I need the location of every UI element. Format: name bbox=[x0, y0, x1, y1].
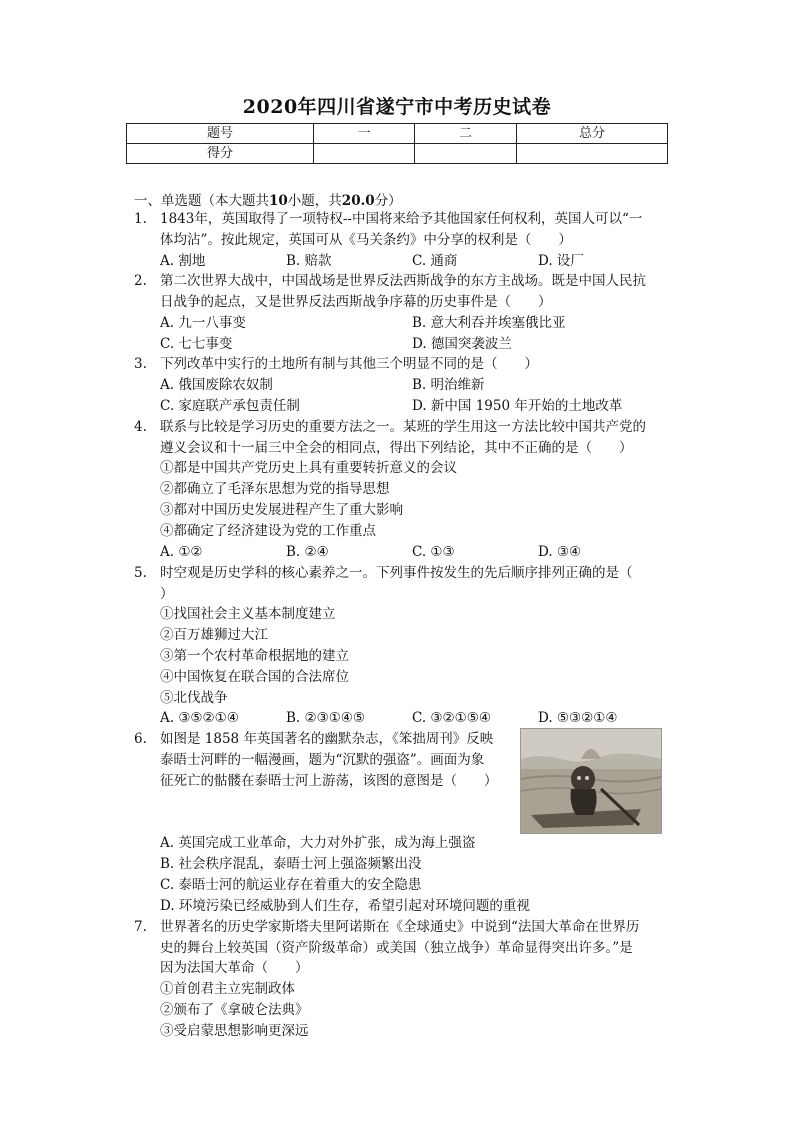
option-d[interactable]: D. 设厂 bbox=[538, 253, 584, 269]
question-text-line: 时空观是历史学科的核心素养之一。下列事件按发生的先后顺序排列正确的是（ bbox=[160, 565, 633, 581]
score-header-cell: 二 bbox=[415, 124, 517, 144]
question-text-line: 遵义会议和十一届三中全会的相同点，得出下列结论，其中不正确的是（ ） bbox=[160, 440, 633, 456]
option-c[interactable]: C. ①③ bbox=[412, 544, 455, 560]
question-text-line: 泰晤士河畔的一幅漫画，题为“沉默的强盗”。画面为象 bbox=[160, 752, 485, 768]
statement-item: ①找国社会主义基本制度建立 bbox=[160, 606, 336, 622]
option-a[interactable]: A. 英国完成工业革命，大力对外扩张，成为海上强盗 bbox=[160, 835, 476, 851]
option-d[interactable]: D. 德国突袭波兰 bbox=[412, 336, 512, 352]
question-number: 7. bbox=[134, 919, 147, 935]
statement-item: ③第一个农村革命根据地的建立 bbox=[160, 648, 349, 664]
option-d[interactable]: D. 环境污染已经威胁到人们生存，希望引起对环境问题的重视 bbox=[160, 898, 530, 914]
statement-item: ③都对中国历史发展进程产生了重大影响 bbox=[160, 502, 403, 518]
option-a[interactable]: A. 割地 bbox=[160, 253, 206, 269]
option-d[interactable]: D. ③④ bbox=[538, 544, 582, 560]
score-table-score-row bbox=[127, 144, 668, 164]
option-c[interactable]: C. 通商 bbox=[412, 253, 458, 269]
cartoon-illustration bbox=[520, 728, 662, 834]
score-header-cell: 一 bbox=[314, 124, 415, 144]
statement-item: ⑤北伐战争 bbox=[160, 690, 228, 706]
question-text-line: 1843年，英国取得了一项特权--中国将来给予其他国家任何权利，英国人可以“一 bbox=[160, 211, 643, 227]
question-text-line: 体均沾”。按此规定，英国可从《马关条约》中分享的权利是（ ） bbox=[160, 232, 572, 248]
statement-item: ③受启蒙思想影响更深远 bbox=[160, 1023, 309, 1039]
question-text-line: 因为法国大革命（ ） bbox=[160, 960, 309, 976]
question-text-line: 史的舞台上较英国（资产阶级革命）或美国（独立战争）革命显得突出许多。”是 bbox=[160, 940, 633, 956]
cartoon-eye bbox=[577, 776, 581, 780]
question-text-line: 日战争的起点，又是世界反法西斯战争序幕的历史事件是（ ） bbox=[160, 294, 552, 310]
option-b[interactable]: B. ②④ bbox=[286, 544, 329, 560]
score-cell[interactable] bbox=[314, 144, 415, 164]
section-points: 20.0 bbox=[341, 193, 375, 209]
option-b[interactable]: B. ②③①④⑤ bbox=[286, 710, 366, 726]
question-text-line: 世界著名的历史学家斯塔夫里阿诺斯在《全球通史》中说到“法国大革命在世界历 bbox=[160, 919, 640, 935]
option-a[interactable]: A. 俄国废除农奴制 bbox=[160, 377, 273, 393]
score-cell[interactable] bbox=[517, 144, 668, 164]
cartoon-illustration-svg bbox=[521, 729, 661, 833]
option-b[interactable]: B. 意大利吞并埃塞俄比亚 bbox=[412, 315, 566, 331]
question-text-line: 如图是 1858 年英国著名的幽默杂志，《笨拙周刊》反映 bbox=[160, 731, 494, 747]
statement-item: ②都确立了毛泽东思想为党的指导思想 bbox=[160, 481, 390, 497]
question-number: 5. bbox=[134, 565, 147, 581]
option-c[interactable]: C. 七七事变 bbox=[160, 336, 233, 352]
section-end: 分） bbox=[374, 193, 402, 209]
option-b[interactable]: B. 明治维新 bbox=[412, 377, 485, 393]
score-header-cell: 总分 bbox=[517, 124, 668, 144]
statement-item: ④都确定了经济建设为党的工作重点 bbox=[160, 523, 376, 539]
option-c[interactable]: C. ③②①⑤④ bbox=[412, 710, 491, 726]
statement-item: ①首创君主立宪制政体 bbox=[160, 981, 295, 997]
question-number: 6. bbox=[134, 731, 147, 747]
section-label: 一、单选题（本大题共 bbox=[134, 193, 269, 209]
section-heading bbox=[134, 189, 402, 209]
question-text-line: 征死亡的骷髅在泰晤士河上游荡，该图的意图是（ ） bbox=[160, 773, 498, 789]
statement-item: ②颁布了《拿破仑法典》 bbox=[160, 1002, 309, 1018]
cartoon-skeleton-cloak bbox=[571, 789, 597, 815]
option-b[interactable]: B. 赔款 bbox=[286, 253, 332, 269]
question-text-line: 下列改革中实行的土地所有制与其他三个明显不同的是（ ） bbox=[160, 356, 538, 372]
option-a[interactable]: A. ①② bbox=[160, 544, 203, 560]
option-b[interactable]: B. 社会秩序混乱，泰晤士河上强盗频繁出没 bbox=[160, 856, 422, 872]
option-a[interactable]: A. ③⑤②①④ bbox=[160, 710, 239, 726]
question-number: 2. bbox=[134, 273, 147, 289]
option-d[interactable]: D. ⑤③②①④ bbox=[538, 710, 618, 726]
question-number: 1. bbox=[134, 211, 147, 227]
exam-title: 2020年四川省遂宁市中考历史试卷 bbox=[242, 96, 552, 118]
section-mid: 小题，共 bbox=[287, 193, 342, 209]
option-a[interactable]: A. 九一八事变 bbox=[160, 315, 246, 331]
option-d[interactable]: D. 新中国 1950 年开始的土地改革 bbox=[412, 398, 623, 414]
statement-item: ②百万雄狮过大江 bbox=[160, 627, 268, 643]
question-text-line: 联系与比较是学习历史的重要方法之一。某班的学生用这一方法比较中国共产党的 bbox=[160, 419, 646, 435]
question-text-line: 第二次世界大战中，中国战场是世界反法西斯战争的东方主战场。既是中国人民抗 bbox=[160, 273, 646, 289]
cartoon-eye bbox=[585, 776, 589, 780]
question-text-line: ） bbox=[160, 586, 174, 602]
cartoon-skeleton-head bbox=[571, 766, 595, 792]
score-header-cell: 题号 bbox=[127, 124, 314, 144]
option-c[interactable]: C. 家庭联产承包责任制 bbox=[160, 398, 300, 414]
statement-item: ①都是中国共产党历史上具有重要转折意义的会议 bbox=[160, 460, 457, 476]
option-c[interactable]: C. 泰晤士河的航运业存在着重大的安全隐患 bbox=[160, 877, 422, 893]
score-row-label: 得分 bbox=[127, 144, 314, 164]
section-count: 10 bbox=[269, 193, 288, 209]
score-table bbox=[126, 123, 668, 164]
score-table-header-row bbox=[127, 124, 668, 144]
question-number: 4. bbox=[134, 419, 147, 435]
question-number: 3. bbox=[134, 356, 147, 372]
statement-item: ④中国恢复在联合国的合法席位 bbox=[160, 669, 349, 685]
score-cell[interactable] bbox=[415, 144, 517, 164]
